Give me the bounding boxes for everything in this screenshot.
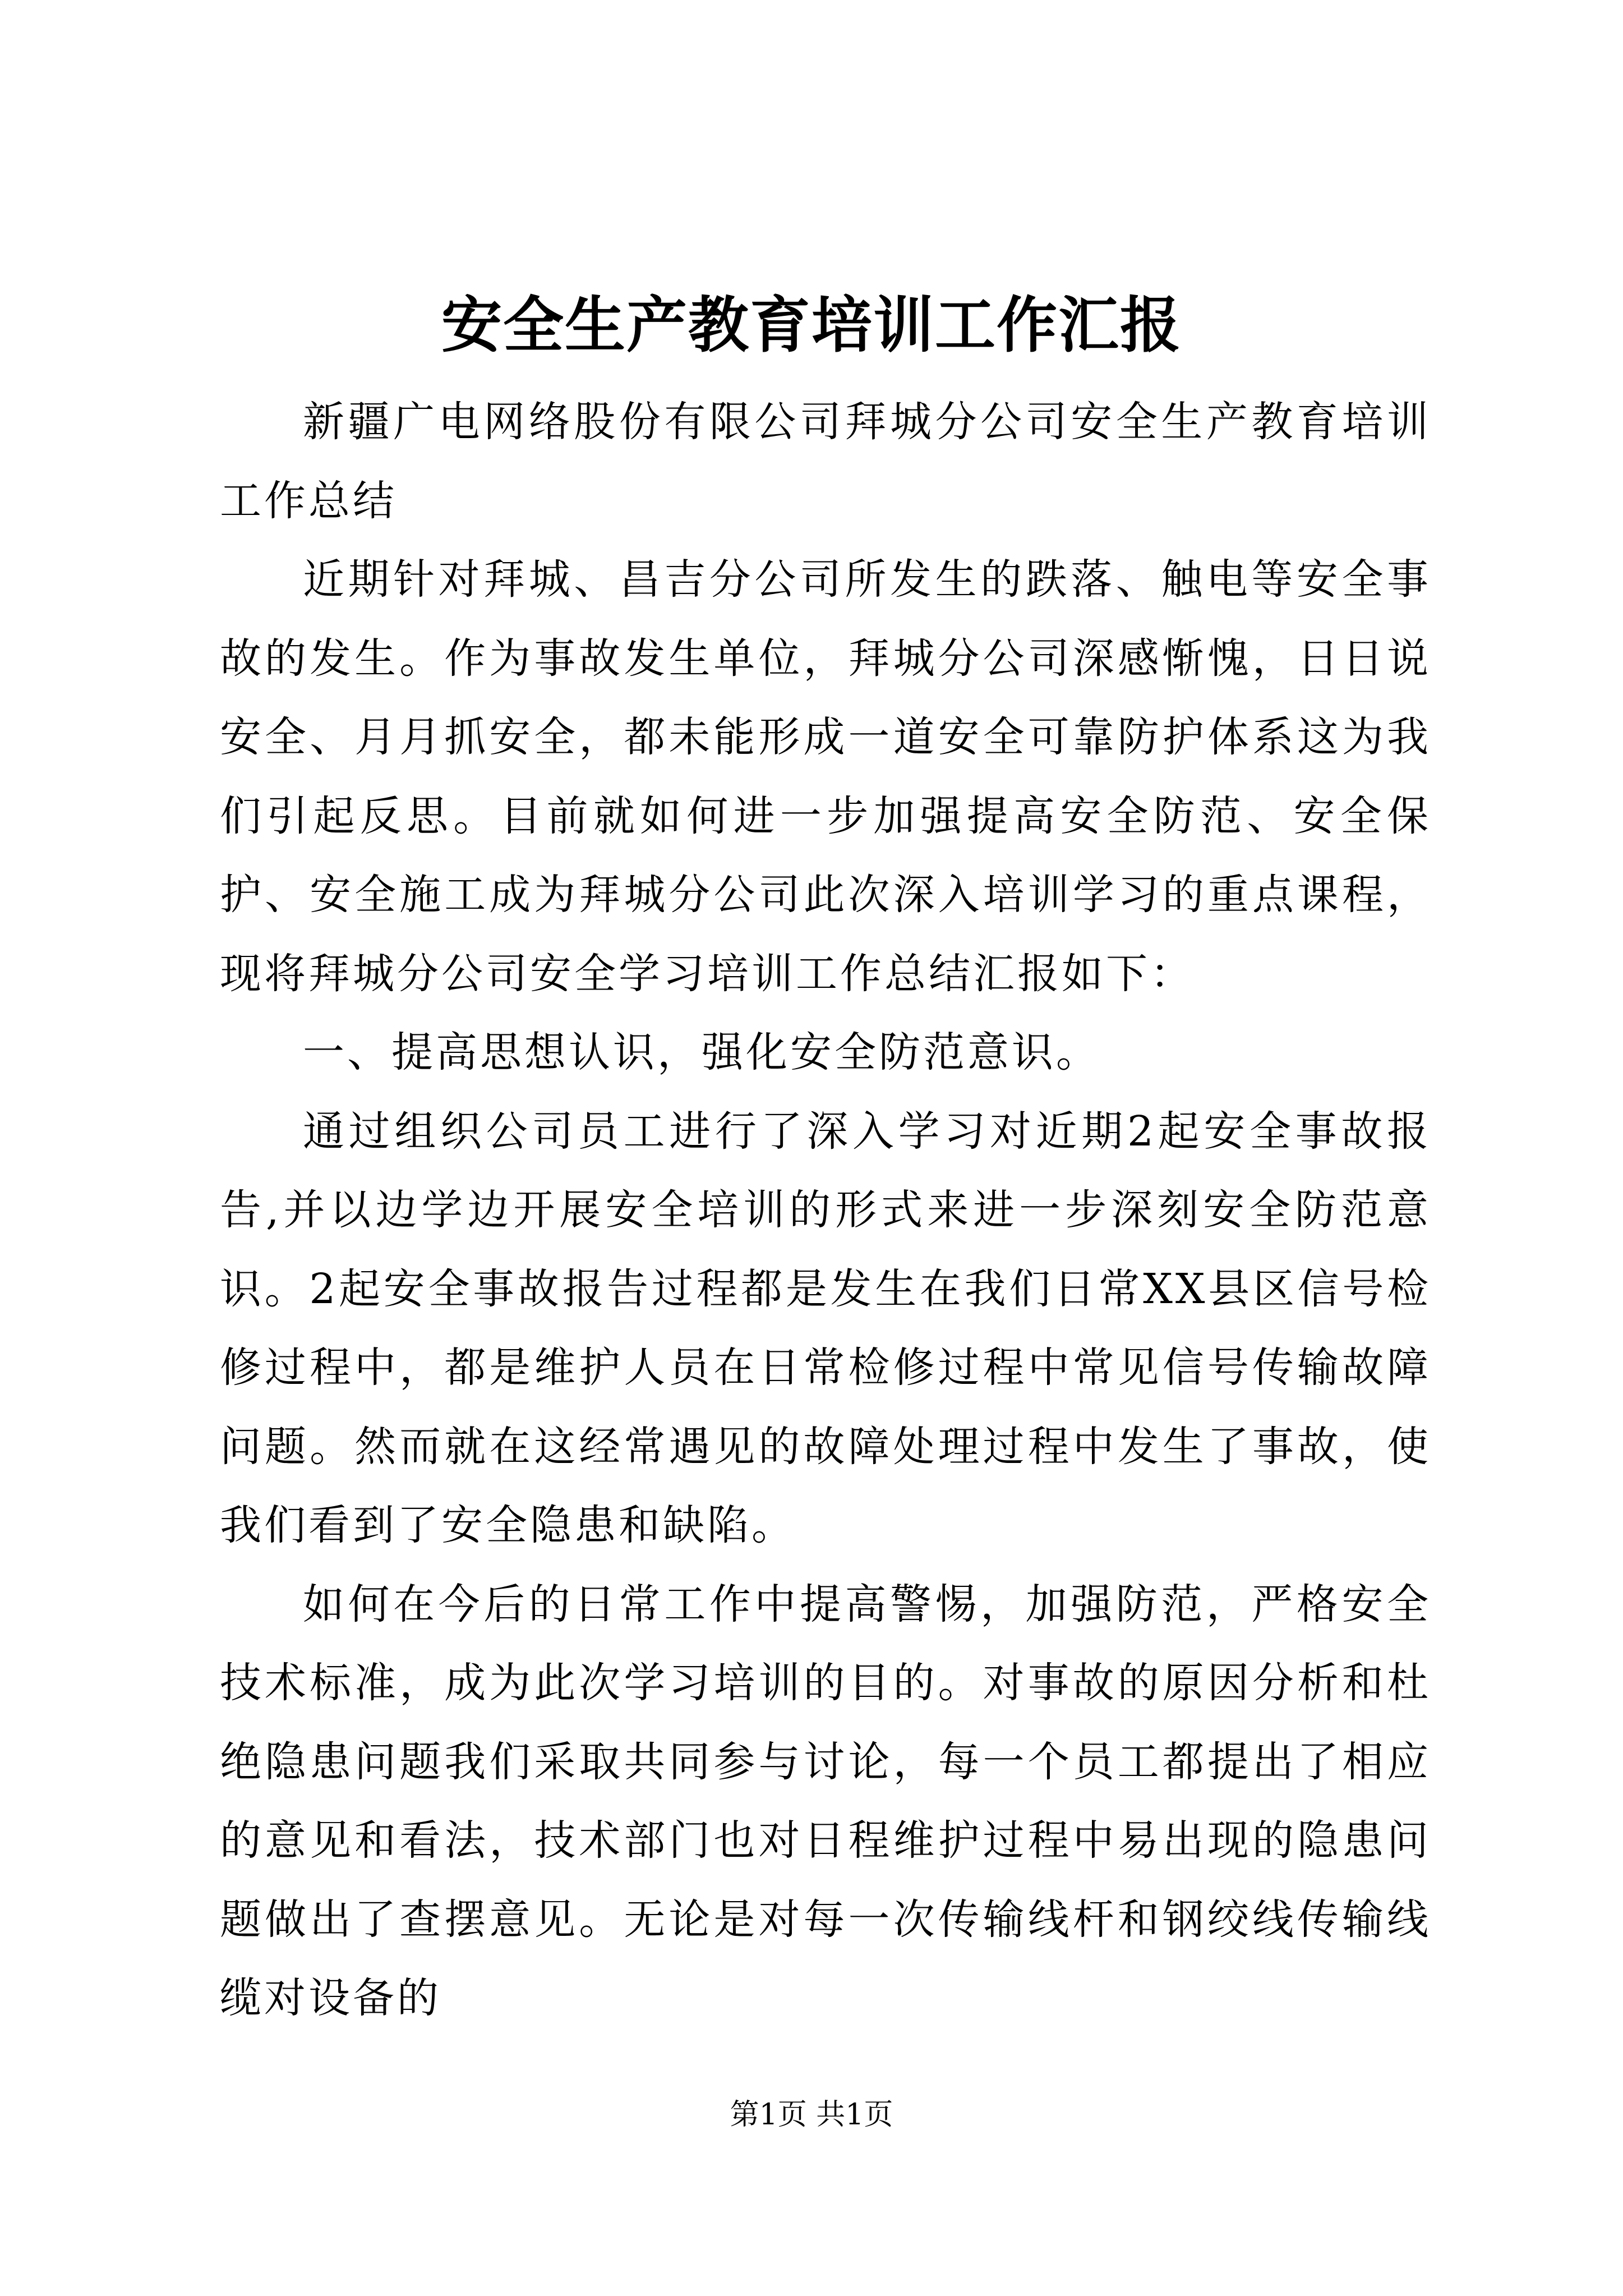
document-title: 安全生产教育培训工作汇报 xyxy=(441,290,1182,361)
paragraph-section-1: 通过组织公司员工进行了深入学习对近期2起安全事故报告,并以边学边开展安全培训的形式来进一步深刻安全防范意识。2起安全事故报告过程都是发生在我们日常XX县区信号检修过程中，都是维护人员在日常检修过程中常见信号传输故障问题。然而就在这经常遇见的故障处理过程中发生了事故，使我们看到了安全隐患和缺陷。 xyxy=(220,1107,1431,1549)
paragraph-subtitle: 新疆广电网络股份有限公司拜城分公司安全生产教育培训工作总结 xyxy=(220,398,1431,525)
paragraph-intro: 近期针对拜城、昌吉分公司所发生的跌落、触电等安全事故的发生。作为事故发生单位，拜城分公司深感惭愧，日日说安全、月月抓安全，都未能形成一道安全可靠防护体系这为我们引起反思。目前就如何进一步加强提高安全防范、安全保护、安全施工成为拜城分公司此次深入培训学习的重点课程，现将拜城分公司安全学习培训工作总结汇报如下： xyxy=(220,555,1431,998)
page-footer: 第1页 共1页 xyxy=(730,2098,893,2132)
section-heading-1: 一、提高思想认识，强化安全防范意识。 xyxy=(303,1028,1100,1076)
paragraph-section-2: 如何在今后的日常工作中提高警惕，加强防范，严格安全技术标准，成为此次学习培训的目的。对事故的原因分析和杜绝隐患问题我们采取共同参与讨论，每一个员工都提出了相应的意见和看法，技术部门也对日程维护过程中易出现的隐患问题做出了查摆意见。无论是对每一次传输线杆和钢绞线传输线缆对设备的 xyxy=(220,1580,1431,2022)
document-body xyxy=(220,383,1431,2038)
